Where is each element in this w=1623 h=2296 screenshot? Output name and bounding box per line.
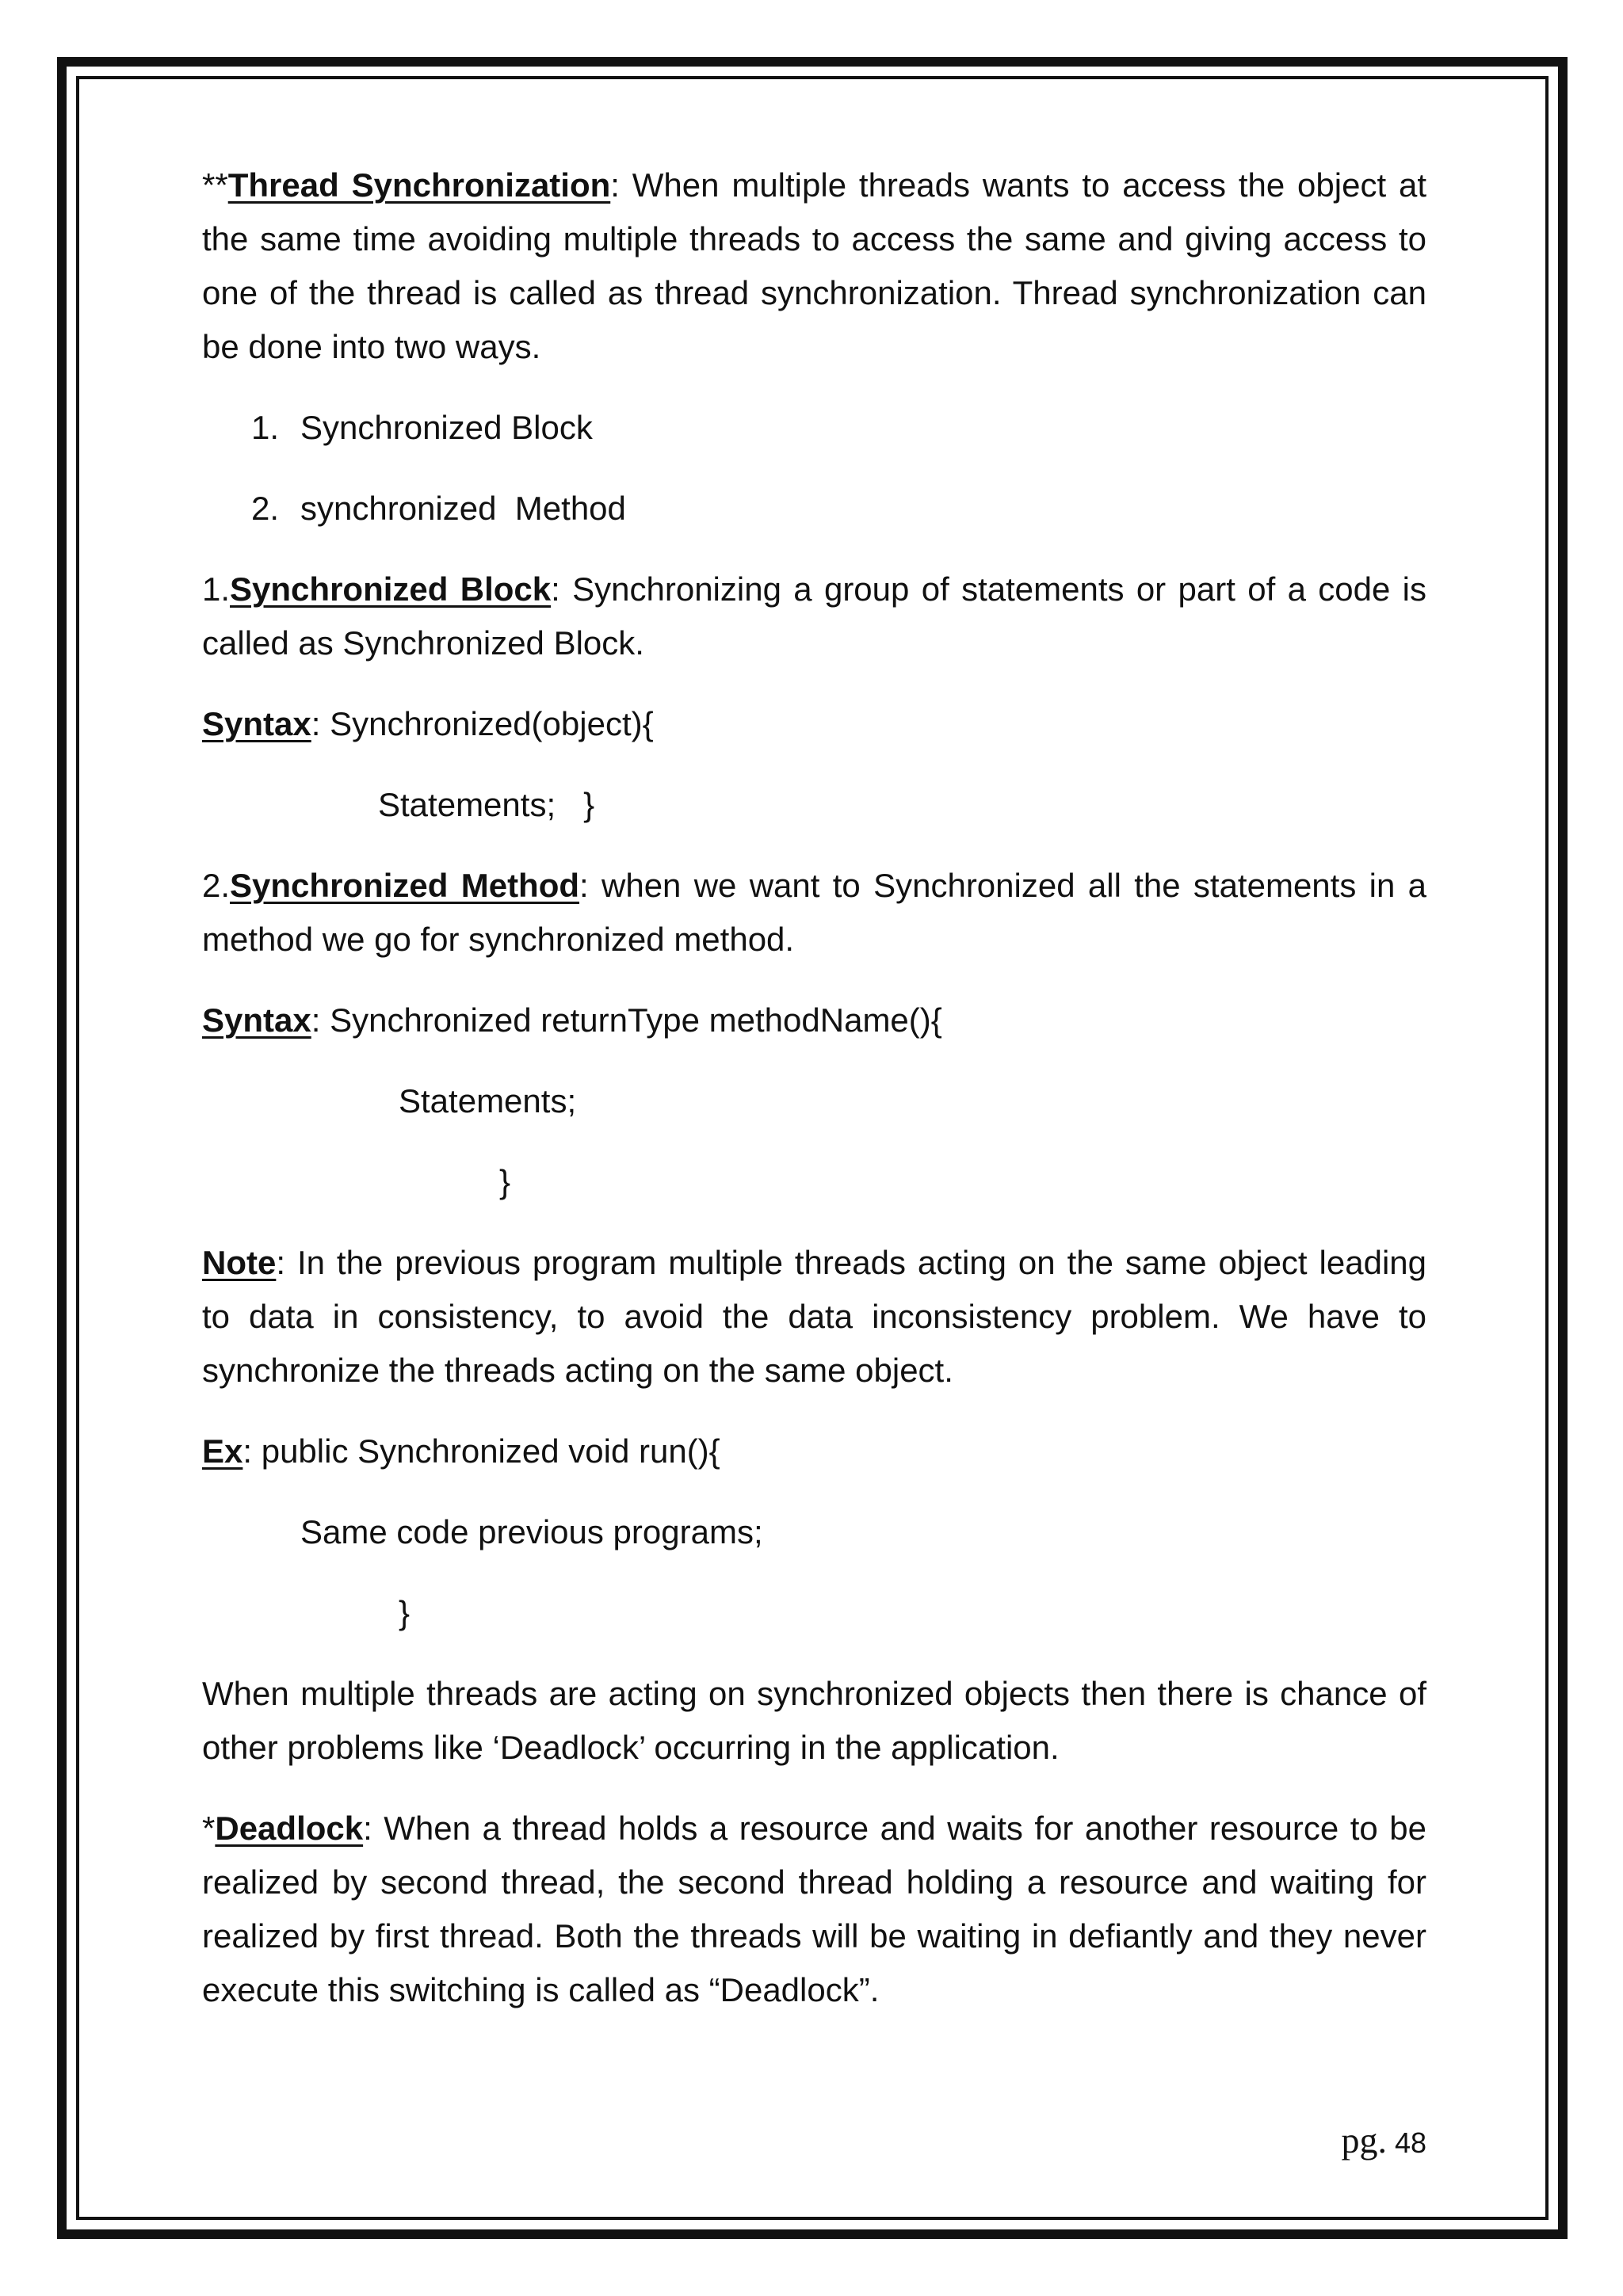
note-paragraph: [202, 1236, 1426, 1398]
method-text: : when we want to Synchronized all the statements in a method we go for synchronized method.: [202, 867, 1426, 958]
multi-threads-paragraph: When multiple threads are acting on synchronized objects then there is chance of other problems like ‘Deadlock’ occurring in the application.: [202, 1675, 1426, 1766]
method-syntax-closing-brace: }: [499, 1163, 511, 1200]
intro-text: : When multiple threads wants to access the object at the same time avoiding multiple threads to access the same and giving access to one of the thread is called as thread synchronization. Thread synchronization can be done into two ways.: [202, 166, 1426, 365]
deadlock-term: Deadlock: [215, 1810, 364, 1847]
method-syntax-statements: Statements;: [399, 1082, 577, 1119]
block-syntax-text: : Synchronized(object){: [311, 705, 654, 742]
syntax-term: Syntax: [202, 1001, 311, 1039]
list-item: [202, 401, 1426, 455]
method-syntax-line: [202, 994, 1426, 1047]
list-item-label: Synchronized Block: [300, 409, 593, 446]
syntax-term: Syntax: [202, 705, 311, 742]
note-term: Note: [202, 1244, 277, 1281]
page-number-value: 48: [1394, 2126, 1426, 2159]
synchronized-method-term: Synchronized Method: [230, 867, 580, 904]
note-text: : In the previous program multiple threads acting on the same object leading to data in consistency, to avoid the data inconsistency problem. We have to synchronize the threads acting on the same object.: [202, 1244, 1426, 1389]
intro-paragraph: [202, 158, 1426, 374]
page-number-label: pg.: [1341, 2120, 1387, 2161]
intro-prefix: **: [202, 166, 228, 204]
list-item-number: 1.: [251, 409, 280, 446]
example-closing-brace: }: [399, 1594, 411, 1631]
method-syntax-text: : Synchronized returnType methodName(){: [311, 1001, 942, 1039]
example-term: Ex: [202, 1432, 243, 1470]
synchronized-method-paragraph: [202, 859, 1426, 967]
deadlock-text: : When a thread holds a resource and waits for another resource to be realized by second thread, the second thread holding a resource and waiting for realized by first thread. Both the threads will be waiting in defiantly and they never execute this switching is called as “Deadlock”.: [202, 1810, 1426, 2008]
page-number: [1341, 2117, 1426, 2167]
block-syntax-line: [202, 697, 1426, 751]
block-syntax-statements: Statements; }: [378, 786, 595, 823]
thread-synchronization-term: Thread Synchronization: [227, 166, 611, 204]
example-line: [202, 1425, 1426, 1478]
method-prefix: 2.: [202, 867, 231, 904]
block-text: : Synchronizing a group of statements or part of a code is called as Synchronized Block.: [202, 570, 1426, 662]
example-text: : public Synchronized void run(){: [242, 1432, 720, 1470]
list-item: [202, 482, 1426, 536]
list-item-number: 2.: [251, 490, 280, 527]
block-prefix: 1.: [202, 570, 231, 608]
list-item-label: synchronized Method: [300, 490, 626, 527]
document-body: [202, 158, 1426, 2044]
example-body: Same code previous programs;: [300, 1513, 763, 1550]
synchronized-block-term: Synchronized Block: [230, 570, 552, 608]
synchronized-block-paragraph: [202, 563, 1426, 670]
deadlock-prefix: *: [202, 1810, 216, 1847]
deadlock-paragraph: [202, 1802, 1426, 2017]
